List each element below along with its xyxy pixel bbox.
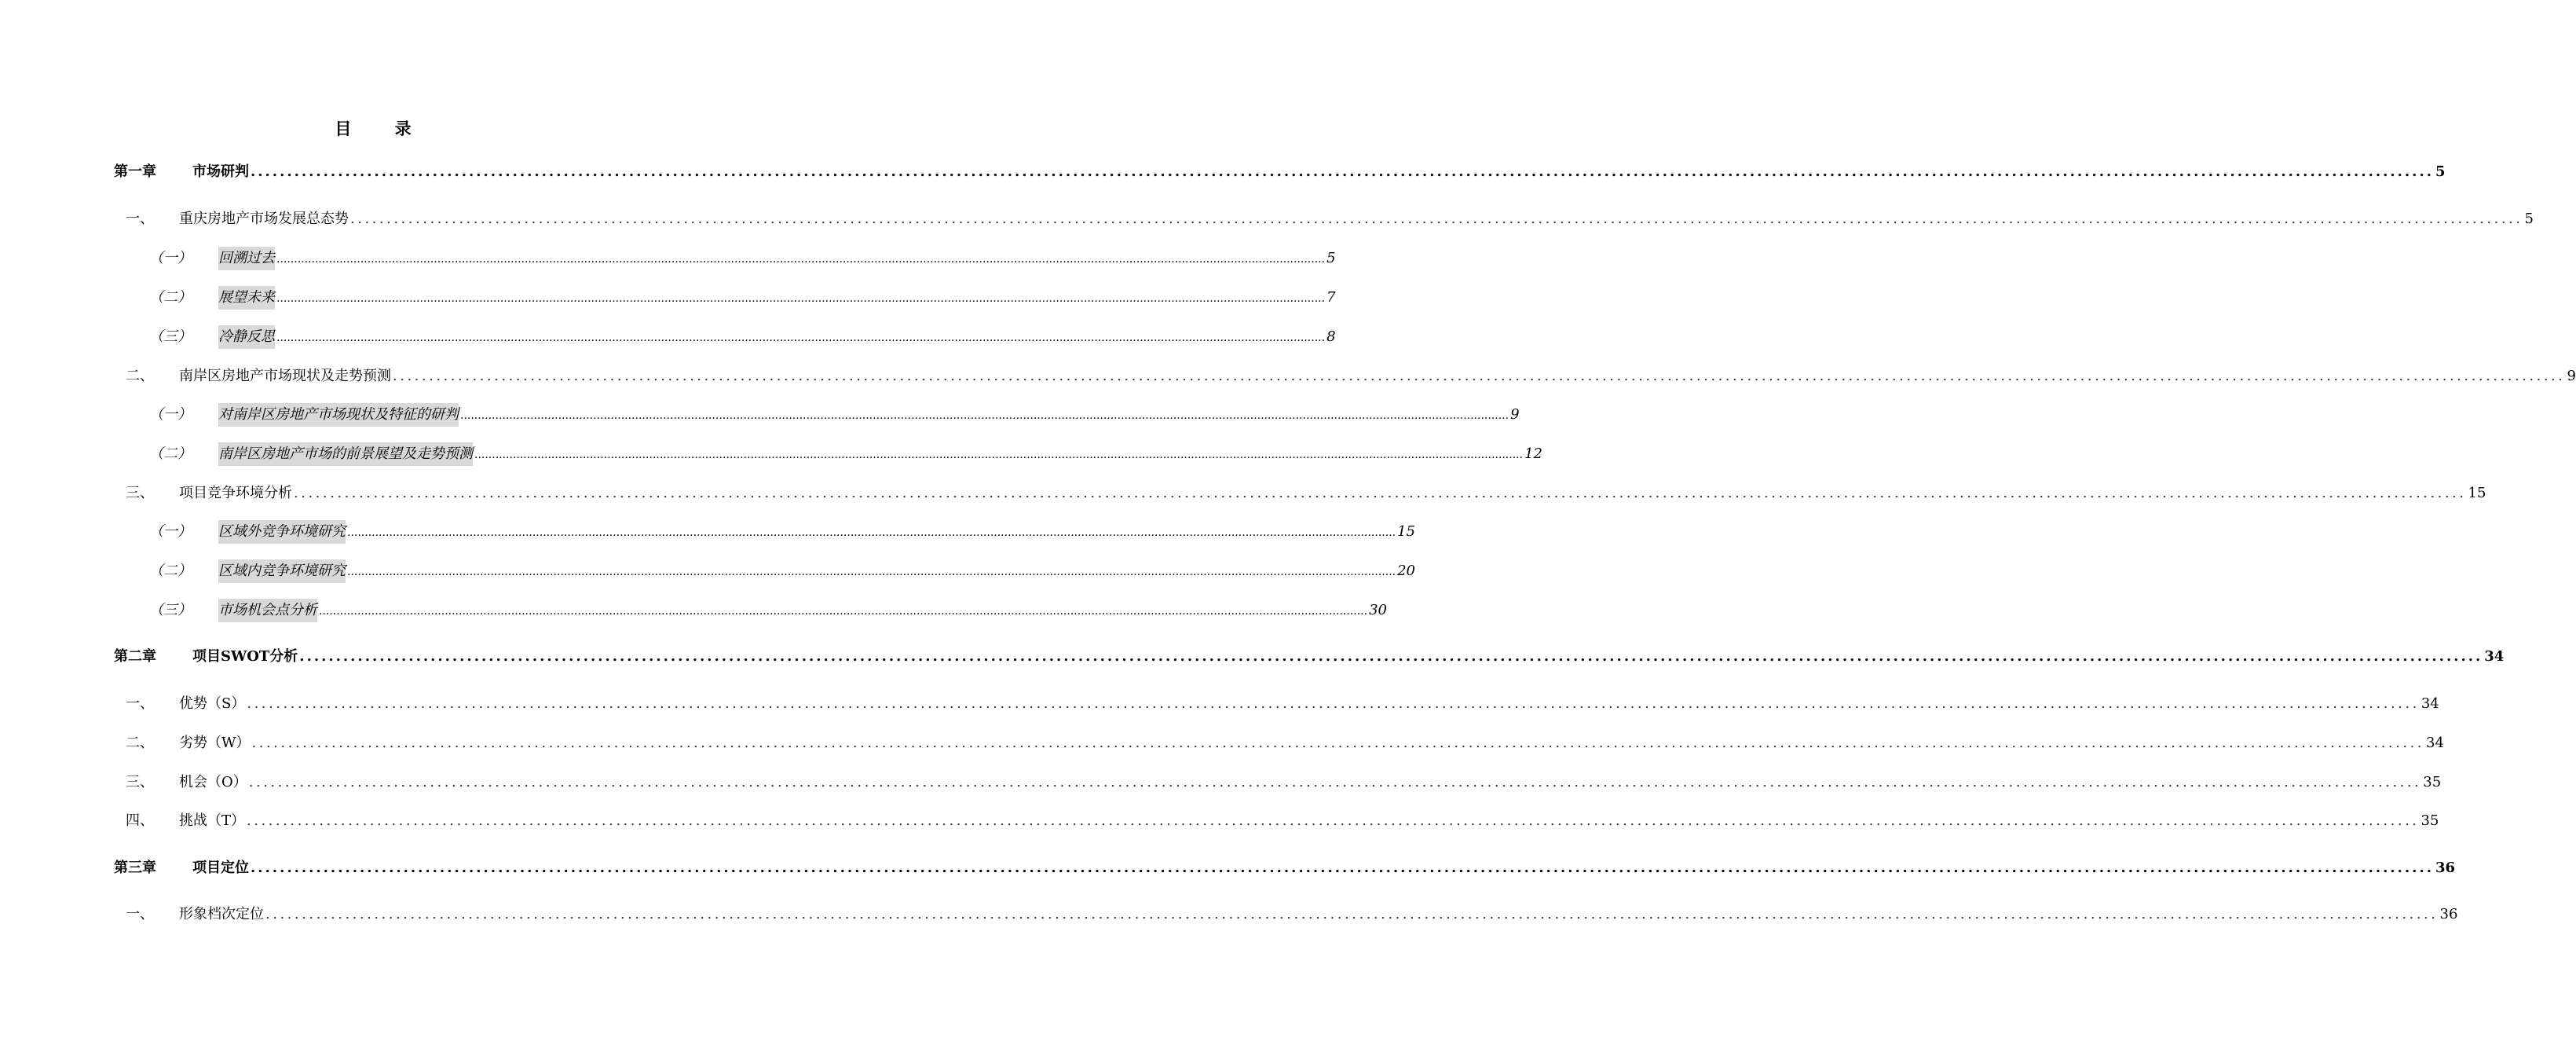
toc-entry[interactable] [149, 520, 1415, 544]
toc-entry-number: 三、 [126, 485, 154, 501]
toc-entry-page: 35 [2420, 812, 2439, 829]
toc-entry-page: 34 [2484, 648, 2505, 665]
toc-leader-dots: ............................................................................................................................................................................................................................................................................................................ [460, 409, 1509, 422]
toc-entry-page: 7 [1326, 289, 1336, 306]
toc-entry-number: （三） [149, 328, 192, 345]
toc-entry[interactable] [126, 482, 2486, 505]
toc-entry[interactable] [126, 771, 2442, 794]
toc-entry-page: 5 [1326, 250, 1336, 266]
toc-leader-dots: ............................................................................................................................................................................................................................................................................................................ [247, 812, 2420, 829]
toc-entry-label: 冷静反思 [218, 325, 275, 349]
toc-entry-page: 20 [1397, 563, 1415, 579]
toc-entry-label: 南岸区房地产市场的前景展望及走势预测 [218, 442, 473, 466]
toc-entry-page: 35 [2423, 774, 2442, 790]
toc-entry[interactable] [149, 403, 1520, 427]
toc-entry-page: 12 [1524, 446, 1542, 462]
toc-entry-page: 5 [2435, 163, 2446, 180]
toc-entry-label: 回溯过去 [218, 247, 275, 270]
toc-leader-dots: ............................................................................................................................................................................................................................................................................................................ [251, 860, 2434, 876]
toc-leader-dots: ............................................................................................................................................................................................................................................................................................................ [299, 648, 2483, 665]
toc-entry[interactable] [126, 207, 2534, 231]
toc-leader-dots: ............................................................................................................................................................................................................................................................................................................ [347, 566, 1396, 578]
toc-leader-dots: ............................................................................................................................................................................................................................................................................................................ [474, 449, 1524, 461]
toc-entry-label: 市场机会点分析 [218, 599, 317, 622]
toc-entry[interactable] [149, 442, 1542, 466]
toc-entry-number: 第三章 [114, 860, 156, 876]
toc-entry-label: 项目SWOT分析 [192, 648, 298, 665]
toc-entry[interactable] [149, 286, 1336, 310]
toc-leader-dots: ............................................................................................................................................................................................................................................................................................................ [248, 774, 2422, 790]
toc-entry[interactable] [114, 856, 2456, 880]
toc-entry-label: 机会（O） [179, 774, 247, 790]
toc-entry-label: 重庆房地产市场发展总态势 [179, 211, 349, 227]
toc-entry-label: 形象档次定位 [179, 906, 264, 922]
toc-leader-dots: ............................................................................................................................................................................................................................................................................................................ [350, 211, 2523, 227]
toc-leader-dots: ............................................................................................................................................................................................................................................................................................................ [276, 332, 1326, 344]
toc-leader-dots: ............................................................................................................................................................................................................................................................................................................ [294, 485, 2467, 501]
toc-leader-dots: ............................................................................................................................................................................................................................................................................................................ [251, 163, 2434, 180]
toc-entry-number: （二） [149, 289, 192, 306]
toc-entry-number: 一、 [126, 695, 154, 712]
toc-entry[interactable] [114, 645, 2505, 669]
toc-entry-number: 三、 [126, 774, 154, 790]
toc-entry[interactable] [126, 692, 2439, 716]
toc-entry-page: 8 [1326, 328, 1336, 345]
toc-entry-page: 15 [1397, 523, 1415, 540]
toc-entry[interactable] [126, 903, 2458, 926]
toc-entry-number: 四、 [126, 812, 154, 829]
toc-entry-page: 9 [2567, 368, 2576, 384]
toc-entry[interactable] [126, 809, 2439, 833]
toc-entry-page: 36 [2435, 860, 2456, 876]
toc-entry-page: 30 [1369, 602, 1387, 618]
toc-leader-dots: ............................................................................................................................................................................................................................................................................................................ [251, 735, 2425, 751]
toc-entry[interactable] [149, 325, 1336, 349]
toc-leader-dots: ............................................................................................................................................................................................................................................................................................................ [265, 906, 2439, 922]
toc-entry-label: 项目定位 [192, 860, 249, 876]
toc-entry-label: 劣势（W） [179, 735, 251, 751]
page-title: 目 录 [335, 119, 430, 138]
toc-leader-dots: ............................................................................................................................................................................................................................................................................................................ [319, 605, 1368, 618]
toc-entry-number: 一、 [126, 906, 154, 922]
toc-leader-dots: ............................................................................................................................................................................................................................................................................................................ [393, 368, 2566, 384]
toc-entry-number: 二、 [126, 735, 154, 751]
toc-entry[interactable] [114, 160, 2446, 184]
toc-entry-number: 二、 [126, 368, 154, 384]
toc-entry-label: 南岸区房地产市场现状及走势预测 [179, 368, 391, 384]
toc-entry-page: 34 [2420, 695, 2439, 712]
toc-entry-number: （一） [149, 406, 192, 423]
toc-entry-label: 挑战（T） [179, 812, 246, 829]
toc-entry-number: 第二章 [114, 648, 156, 665]
toc-entry[interactable] [149, 599, 1387, 622]
toc-leader-dots: ............................................................................................................................................................................................................................................................................................................ [247, 695, 2420, 712]
toc-entry-label: 优势（S） [179, 695, 246, 712]
toc-entry-label: 项目竞争环境分析 [179, 485, 292, 501]
toc-entry-page: 15 [2468, 485, 2486, 501]
toc-entry-page: 9 [1510, 406, 1520, 423]
toc-entry[interactable] [149, 559, 1415, 583]
toc-leader-dots: ............................................................................................................................................................................................................................................................................................................ [276, 292, 1326, 305]
toc-entry-number: （二） [149, 563, 192, 579]
toc-leader-dots: ............................................................................................................................................................................................................................................................................................................ [276, 253, 1326, 266]
toc-entry-number: 一、 [126, 211, 154, 227]
toc-entry[interactable] [126, 732, 2444, 755]
toc-leader-dots: ............................................................................................................................................................................................................................................................................................................ [347, 526, 1396, 539]
toc-entry-page: 36 [2439, 906, 2458, 922]
toc-entry[interactable] [126, 365, 2576, 388]
toc-entry-label: 展望未来 [218, 286, 275, 310]
toc-entry-number: （三） [149, 602, 192, 618]
toc-entry-number: （一） [149, 523, 192, 540]
toc-entry[interactable] [149, 247, 1336, 270]
toc-entry-number: （一） [149, 250, 192, 266]
toc-entry-page: 5 [2524, 211, 2534, 227]
toc-entry-number: 第一章 [114, 163, 156, 180]
toc-entry-number: （二） [149, 446, 192, 462]
toc-entry-label: 区域内竞争环境研究 [218, 559, 346, 583]
toc-entry-label: 区域外竞争环境研究 [218, 520, 346, 544]
toc-entry-page: 34 [2426, 735, 2444, 751]
toc-entry-label: 对南岸区房地产市场现状及特征的研判 [218, 403, 459, 427]
toc-entry-label: 市场研判 [192, 163, 249, 180]
